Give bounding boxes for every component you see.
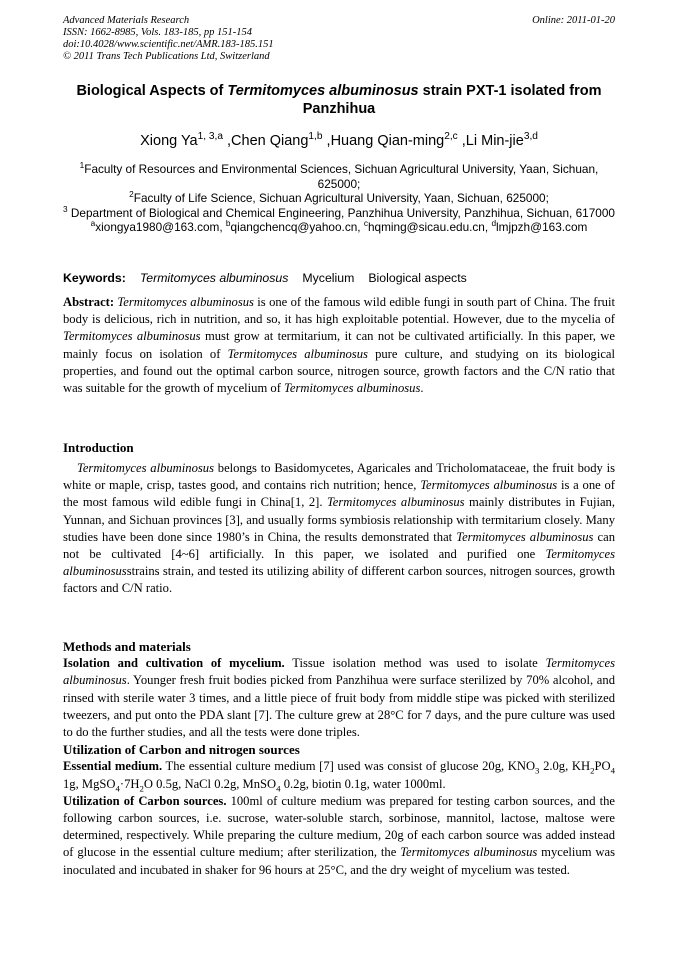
email-link[interactable]: hqming@sicau.edu.cn, (367, 220, 492, 234)
methods-section (63, 638, 615, 879)
isolation-paragraph: Isolation and cultivation of mycelium. Tissue isolation method was used to isolate Termitomyces albuminosus. Younger fresh fruit bodies picked from Panzhihua were surface sterilized by 70% alcohol, and rinsed with sterile water 3 times, and a little piece of fruit body from middle stipe was picked with sterilized tweezers, and put onto the PDA slant [7]. The culture grew at 28°C for 7 days, and the pure culture was used to do the further studies, and all the tests were done triples. (63, 656, 616, 740)
keywords-label: Keywords: (63, 271, 126, 285)
introduction-section (63, 440, 615, 598)
email-link[interactable]: xiongya1980@163.com, (95, 220, 226, 234)
author: Chen Qiang$^{1,b}$ , (231, 131, 331, 149)
copyright-line: © 2011 Trans Tech Publications Ltd, Switzerland (63, 51, 270, 62)
keywords (63, 271, 481, 285)
carbon-sources-paragraph: Utilization of Carbon sources. 100ml of culture medium was prepared for testing carbon sources, and the following carbon sources, i.e. sucrose, water-soluble starch, sorbinose, mannitol, lactose, maltose were determined, respectively. While preparing the culture medium, 20g of each carbon source was added instead of glucose in the essential culture medium; after sterilization, the Termitomyces albuminosus mycelium was inoculated and incubated in shaker for 96 hours at 25°C, and the dry weight of mycelium was tested. (63, 793, 615, 877)
affiliations (60, 162, 618, 235)
title-pre: Biological Aspects of (76, 83, 228, 99)
essential-medium-paragraph: Essential medium. The essential culture medium [7] used was consist of glucose 20g, $KNO_3$ 2.0g, $KH_2PO_4$ 1g, $MgSO_4\cdot 7H_2O$ 0.5g, NaCl 0.2g, MnSO$_4$ 0.2g, biotin 0.1g, water 1000ml. (63, 759, 615, 794)
title-species: Termitomyces albuminosus (227, 83, 419, 99)
section-heading: Methods and materials (63, 639, 191, 654)
title-post: strain PXT-1 isolated from Panzhihua (302, 83, 602, 117)
keyword: Biological aspects (368, 271, 467, 285)
keyword: Mycelium (302, 271, 355, 285)
author: Huang Qian-ming$^{2,c}$ , (330, 131, 466, 149)
section-heading: Introduction (63, 440, 134, 455)
email-link[interactable]: lmjpzh@163.com (496, 220, 588, 234)
author: Li Min-jie$^{3,d}$ (465, 131, 538, 149)
affiliation-2: $^2$Faculty of Life Science, Sichuan Agricultural University, Yaan, Sichuan, 625000; (129, 190, 549, 205)
paper-title (40, 82, 638, 118)
doi-line: doi:10.4028/www.scientific.net/AMR.183-185.151 (63, 39, 274, 50)
affiliation-1: $^1$Faculty of Resources and Environmental Sciences, Sichuan Agricultural University, Yaan, Sichuan, 625000; (79, 161, 599, 191)
journal-name: Advanced Materials Research (63, 15, 190, 26)
subsection-heading: Utilization of Carbon and nitrogen sources (63, 742, 300, 758)
journal-header (63, 15, 615, 63)
author-emails: $^a$xiongya1980@163.com, $^b$qiangchencq@yahoo.cn, $^c$hqming@sicau.edu.cn, $^d$lmjpzh@163.com (90, 219, 588, 234)
email-link[interactable]: qiangchencq@yahoo.cn, (230, 220, 364, 234)
issn-line: ISSN: 1662-8985, Vols. 183-185, pp 151-154 (63, 27, 252, 38)
keyword: Termitomyces albuminosus (139, 271, 289, 285)
introduction-paragraph: Termitomyces albuminosus belongs to Basidomycetes, Agaricales and Tricholomataceae, the fruit body is white or maple, crisp, tastes good, and contains rich nutrition; hence, Termitomyces albuminosus is a one of the most famous wild edible fungi in China[1, 2]. Termitomyces albuminosus mainly distributes in Fujian, Yunnan, and Sichuan provinces [3], and usually forms symbiosis relationship with termitarium closely. Many studies have been done since 1980’s in China, the results demonstrated that Termitomyces albuminosus can not be cultivated [4~6] artificially. In this paper, we isolated and purified one Termitomyces albuminosusstrains strain, and tested its utilizing ability of different carbon sources, nitrogen sources, growth factors and C/N ratio. (63, 461, 615, 596)
affiliation-3: $^3$ Department of Biological and Chemical Engineering, Panzhihua University, Panzhihua, Sichuan, 617000 (63, 204, 615, 220)
abstract: Abstract: Termitomyces albuminosus is one of the famous wild edible fungi in south part of China. The fruit body is delicious, rich in nutrition, and so, it has high exploitable potential. However, due to the mycelia of Termitomyces albuminosus must grow at termitarium, it can not be cultivated artificially. In this paper, we mainly focus on isolation of Termitomyces albuminosus pure culture, and studying on its biological properties, and found out the optimal carbon source, nitrogen source, growth factors and the C/N ratio that was suitable for the growth of mycelium of Termitomyces albuminosus. (63, 295, 615, 396)
author-list (40, 133, 638, 149)
online-date: Online: 2011-01-20 (532, 15, 615, 26)
author: Xiong Ya$^{1, 3,a}$ , (140, 131, 232, 149)
abstract-label: Abstract: (63, 295, 115, 309)
